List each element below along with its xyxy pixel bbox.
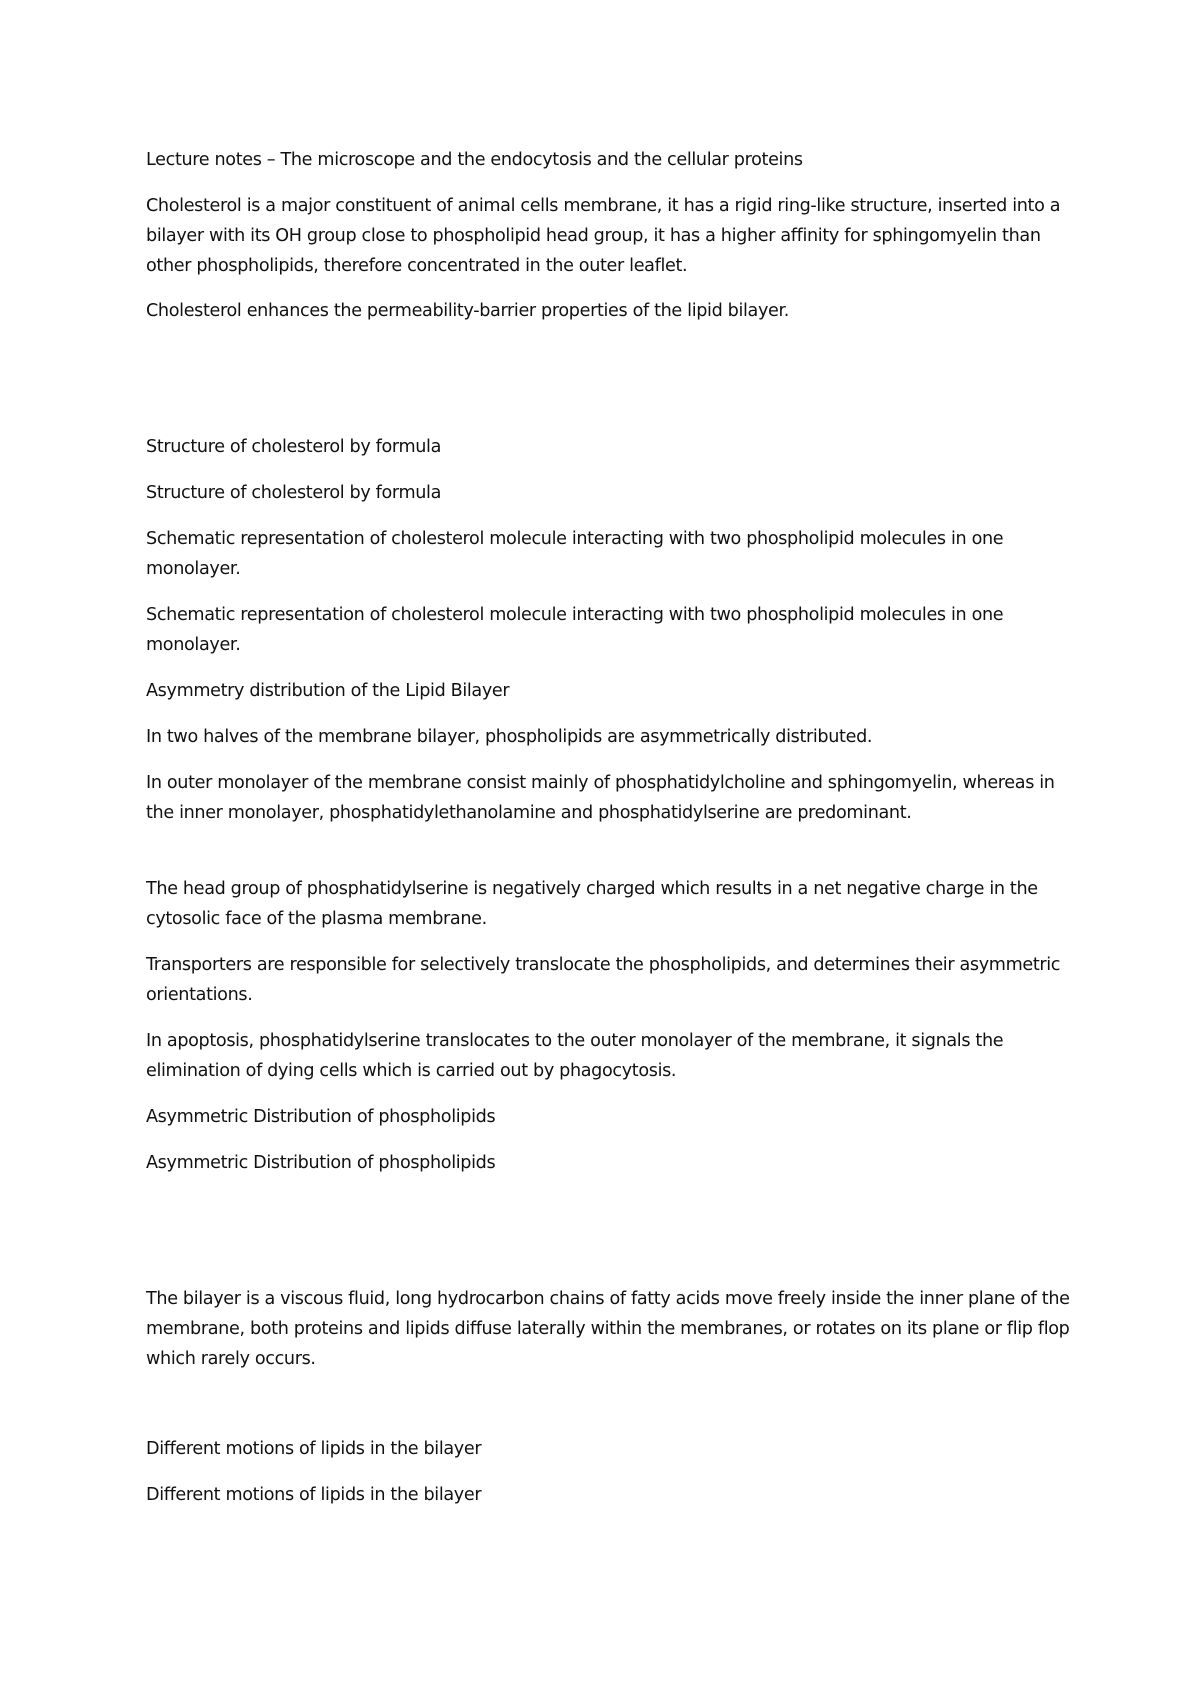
cholesterol-formula-caption-repeat: Structure of cholesterol by formula xyxy=(146,483,442,503)
lipid-motions-caption: Different motions of lipids in the bilayer xyxy=(146,1439,482,1459)
schematic-caption-repeat: Schematic representation of cholesterol molecule interacting with two phospholipid molecules in one monolayer. xyxy=(146,605,1004,655)
asymmetric-distribution-caption: Asymmetric Distribution of phospholipids xyxy=(146,1107,496,1127)
asymmetry-heading: Asymmetry distribution of the Lipid Bilayer xyxy=(146,681,510,701)
asymmetry-paragraph: In two halves of the membrane bilayer, phospholipids are asymmetrically distributed. xyxy=(146,727,873,747)
phosphatidylserine-charge-paragraph: The head group of phosphatidylserine is negatively charged which results in a net negative charge in the cytosolic face of the plasma membrane. xyxy=(146,879,1038,929)
cholesterol-formula-caption: Structure of cholesterol by formula xyxy=(146,437,442,457)
cholesterol-paragraph: Cholesterol is a major constituent of animal cells membrane, it has a rigid ring-like structure, inserted into a bilayer with its OH group close to phospholipid head group, it has a higher affinity for sphingomyelin than other phospholipids, therefore concentrated in the outer leaflet. xyxy=(146,196,1061,276)
apoptosis-paragraph: In apoptosis, phosphatidylserine translocates to the outer monolayer of the membrane, it signals the elimination of dying cells which is carried out by phagocytosis. xyxy=(146,1031,1004,1081)
transporters-paragraph: Transporters are responsible for selectively translocate the phospholipids, and determines their asymmetric orientations. xyxy=(146,955,1061,1005)
monolayer-composition-paragraph: In outer monolayer of the membrane consist mainly of phosphatidylcholine and sphingomyelin, whereas in the inner monolayer, phosphatidylethanolamine and phosphatidylserine are predominant. xyxy=(146,773,1055,823)
schematic-caption: Schematic representation of cholesterol molecule interacting with two phospholipid molecules in one monolayer. xyxy=(146,529,1004,579)
cholesterol-barrier-paragraph: Cholesterol enhances the permeability-barrier properties of the lipid bilayer. xyxy=(146,301,790,321)
viscous-fluid-paragraph: The bilayer is a viscous fluid, long hydrocarbon chains of fatty acids move freely inside the inner plane of the membrane, both proteins and lipids diffuse laterally within the membranes, or rotates on its plane or flip flop which rarely occurs. xyxy=(146,1289,1070,1369)
lipid-motions-caption-repeat: Different motions of lipids in the bilayer xyxy=(146,1485,482,1505)
asymmetric-distribution-caption-repeat: Asymmetric Distribution of phospholipids xyxy=(146,1153,496,1173)
lecture-title: Lecture notes – The microscope and the endocytosis and the cellular proteins xyxy=(146,150,803,170)
